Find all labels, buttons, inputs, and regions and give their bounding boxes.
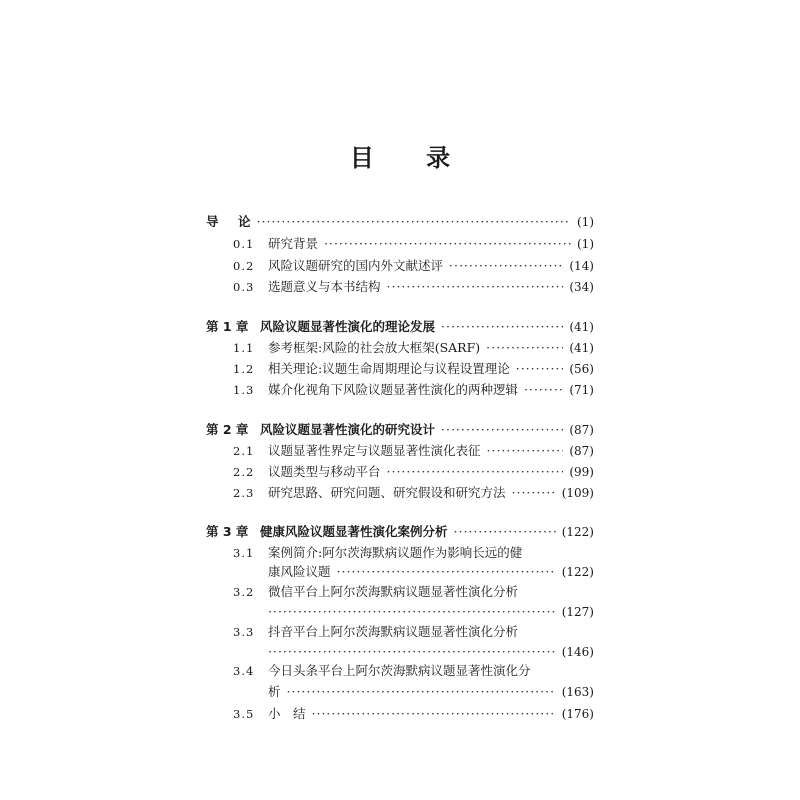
page-number: (41) (569, 341, 594, 355)
section-number: 2.3 (233, 486, 255, 500)
toc-entry-3-2[interactable] (233, 584, 594, 600)
section-title: 选题意义与本书结构 (268, 279, 381, 294)
section-title: 媒介化视角下风险议题显著性演化的两种逻辑 (268, 382, 519, 397)
toc-entry-3-5[interactable] (233, 706, 594, 722)
dot-leader (324, 236, 571, 252)
dot-leader (268, 644, 556, 660)
page-number: (127) (561, 605, 594, 619)
section-number: 1.2 (233, 362, 255, 376)
page-number: (99) (569, 465, 594, 479)
section-number: 1.3 (233, 383, 255, 397)
section-title-continued: 析 (268, 684, 281, 699)
section-title: 相关理论:议题生命周期理论与议程设置理论 (268, 361, 510, 376)
toc-entry-0-3[interactable] (233, 279, 594, 295)
toc-entry-intro[interactable] (206, 214, 594, 230)
dot-leader (257, 214, 571, 230)
page-number: (34) (569, 280, 594, 294)
page-number: (122) (561, 565, 594, 579)
toc-entry-2-3[interactable] (233, 485, 594, 501)
section-title: 研究背景 (268, 236, 319, 251)
chapter-title: 健康风险议题显著性演化案例分析 (260, 524, 448, 539)
toc-entry-chapter-1[interactable] (206, 319, 594, 335)
page-number: (146) (561, 645, 594, 659)
section-number: 0.2 (233, 259, 255, 273)
dot-leader (387, 464, 564, 480)
chapter-title: 论 (238, 214, 251, 229)
section-number: 3.2 (233, 585, 255, 599)
toc-entry-0-1[interactable] (233, 236, 594, 252)
page-number: (87) (569, 423, 594, 437)
dot-leader (449, 258, 563, 274)
page-number: (122) (561, 525, 594, 539)
section-title: 研究思路、研究问题、研究假设和研究方法 (268, 485, 506, 500)
toc-entry-0-2[interactable] (233, 258, 594, 274)
section-title: 参考框架:风险的社会放大框架(SARF) (268, 340, 481, 355)
section-number: 2.2 (233, 465, 255, 479)
dot-leader (516, 361, 564, 377)
section-number: 3.1 (233, 546, 255, 560)
dot-leader (524, 382, 563, 398)
dot-leader (454, 524, 556, 540)
section-title: 案例简介:阿尔茨海默病议题作为影响长远的健 (268, 545, 523, 560)
toc-entry-chapter-3[interactable] (206, 524, 594, 540)
chapter-number: 第 3 章 (206, 524, 249, 539)
section-title: 议题显著性界定与议题显著性演化表征 (268, 443, 481, 458)
page-number: (109) (561, 486, 594, 500)
toc-entry-3-2-leader[interactable] (268, 604, 594, 620)
toc-entry-1-2[interactable] (233, 361, 594, 377)
toc-entry-1-1[interactable] (233, 340, 594, 356)
section-title: 小 结 (268, 706, 306, 721)
section-title: 议题类型与移动平台 (268, 464, 381, 479)
toc-entry-chapter-2[interactable] (206, 422, 594, 438)
dot-leader (441, 422, 563, 438)
dot-leader (512, 485, 556, 501)
toc-entry-3-1-continued[interactable] (268, 564, 594, 580)
chapter-number: 第 2 章 (206, 422, 249, 437)
toc-entry-3-4[interactable] (233, 663, 594, 679)
toc-entry-3-3-leader[interactable] (268, 644, 594, 660)
page-number: (1) (577, 215, 594, 229)
page-number: (41) (569, 320, 594, 334)
page-number: (56) (569, 362, 594, 376)
dot-leader (268, 604, 556, 620)
page-number: (176) (561, 707, 594, 721)
dot-leader (312, 706, 556, 722)
toc-entry-3-4-continued[interactable] (268, 684, 594, 700)
toc-entry-3-1[interactable] (233, 545, 594, 561)
section-number: 2.1 (233, 444, 255, 458)
dot-leader (441, 319, 563, 335)
section-number: 0.1 (233, 237, 255, 251)
toc-entry-2-2[interactable] (233, 464, 594, 480)
dot-leader (486, 340, 563, 356)
page-number: (163) (561, 685, 594, 699)
page-title: 目 录 (349, 144, 473, 172)
section-number: 3.3 (233, 625, 255, 639)
chapter-number: 导 (206, 214, 219, 229)
chapter-title: 风险议题显著性演化的研究设计 (260, 422, 436, 437)
page-number: (87) (569, 444, 594, 458)
chapter-title: 风险议题显著性演化的理论发展 (260, 319, 436, 334)
section-title: 今日头条平台上阿尔茨海默病议题显著性演化分 (268, 663, 531, 678)
page-number: (14) (569, 259, 594, 273)
chapter-number: 第 1 章 (206, 319, 249, 334)
section-title: 微信平台上阿尔茨海默病议题显著性演化分析 (268, 584, 519, 599)
page-number: (71) (569, 383, 594, 397)
section-title-continued: 康风险议题 (268, 564, 331, 579)
section-title: 抖音平台上阿尔茨海默病议题显著性演化分析 (268, 624, 519, 639)
dot-leader (337, 564, 556, 580)
page-number: (1) (577, 237, 594, 251)
section-number: 1.1 (233, 341, 255, 355)
section-title: 风险议题研究的国内外文献述评 (268, 258, 444, 273)
section-number: 3.5 (233, 707, 255, 721)
section-number: 3.4 (233, 664, 255, 678)
toc-entry-1-3[interactable] (233, 382, 594, 398)
dot-leader (387, 279, 564, 295)
dot-leader (487, 443, 564, 459)
toc-entry-3-3[interactable] (233, 624, 594, 640)
dot-leader (287, 684, 556, 700)
toc-entry-2-1[interactable] (233, 443, 594, 459)
section-number: 0.3 (233, 280, 255, 294)
